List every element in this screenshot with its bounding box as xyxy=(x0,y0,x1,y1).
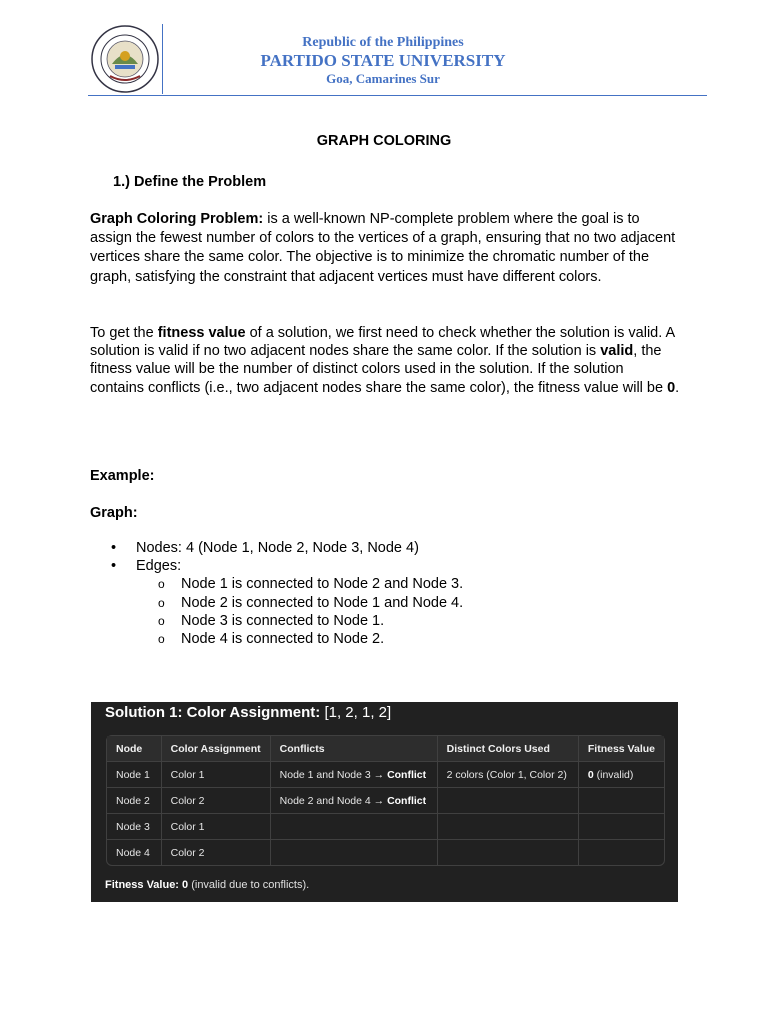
document-title: GRAPH COLORING xyxy=(316,133,452,149)
solution-table xyxy=(106,735,665,866)
table-header-row xyxy=(107,736,664,762)
fitness-term: fitness value xyxy=(157,325,246,341)
fitness-cell xyxy=(579,840,664,865)
solution-title xyxy=(105,704,391,721)
circle-bullet-icon: o xyxy=(158,595,165,610)
fitness-text-3: , the fitness value will be the number of distinct colors used in the solution. If the solution contains conflicts (i.e., two adjacent nodes share the same color), the fitness value will be xyxy=(90,343,668,396)
distinct-cell xyxy=(438,840,579,865)
circle-bullet-icon: o xyxy=(158,632,165,647)
node-cell: Node 2 xyxy=(107,788,162,814)
problem-term: Graph Coloring Problem: xyxy=(90,211,264,227)
graph-list xyxy=(90,539,690,648)
header-location: Goa, Camarines Sur xyxy=(326,71,440,86)
fitness-paragraph xyxy=(90,324,680,397)
fitness-text-1: To get the xyxy=(90,325,158,341)
header-cell: Distinct Colors Used xyxy=(438,736,579,762)
header-cell: Color Assignment xyxy=(162,736,271,762)
sub-list-item xyxy=(90,575,690,593)
solution-screenshot xyxy=(91,702,678,902)
section-heading: 1.) Define the Problem xyxy=(113,174,267,190)
sub-list-item xyxy=(90,630,690,648)
fitness-text-4: . xyxy=(675,379,680,396)
header-university: PARTIDO STATE UNIVERSITY xyxy=(260,51,506,70)
header-divider xyxy=(162,24,163,94)
edge-text: Node 3 is connected to Node 1. xyxy=(181,612,385,629)
fitness-summary-note: (invalid due to conflicts). xyxy=(188,879,310,891)
edge-text: Node 1 is connected to Node 2 and Node 3. xyxy=(181,576,464,593)
color-cell: Color 2 xyxy=(162,788,271,814)
problem-paragraph xyxy=(90,210,680,287)
edge-text: Node 2 is connected to Node 1 and Node 4. xyxy=(181,594,464,611)
color-cell: Color 2 xyxy=(162,840,271,865)
node-cell: Node 4 xyxy=(107,840,162,865)
table-row xyxy=(107,788,664,814)
bullet-icon: • xyxy=(111,540,117,556)
fitness-text-2: of a solution, we first need to check whether the solution is valid. A solution is valid if no two adjacent nodes share the same color. If the solution is xyxy=(90,325,675,360)
sub-list-item xyxy=(90,612,690,630)
example-label: Example: xyxy=(90,468,155,484)
valid-term: valid xyxy=(600,343,634,360)
conflict-cell xyxy=(271,840,438,865)
solution-title-value: [1, 2, 1, 2] xyxy=(320,704,392,721)
header-cell: Fitness Value xyxy=(579,736,664,762)
header-cell: Conflicts xyxy=(271,736,438,762)
node-cell: Node 1 xyxy=(107,762,162,788)
conflict-cell xyxy=(271,814,438,840)
conflict-text: Node 2 and Node 4 → xyxy=(279,794,388,807)
header-text xyxy=(208,34,558,86)
graph-label: Graph: xyxy=(90,505,138,521)
fitness-summary-label: Fitness Value: 0 xyxy=(105,879,189,891)
university-seal-icon xyxy=(90,24,160,94)
list-item xyxy=(90,557,690,575)
solution-title-label: Solution 1: Color Assignment: xyxy=(105,704,321,721)
table-row xyxy=(107,840,664,865)
color-cell: Color 1 xyxy=(162,762,271,788)
document-header xyxy=(88,22,707,96)
table-row xyxy=(107,814,664,840)
fitness-summary xyxy=(105,879,309,891)
conflict-cell xyxy=(271,762,438,788)
edge-text: Node 4 is connected to Node 2. xyxy=(181,631,385,648)
problem-text: is a well-known NP-complete problem where the goal is to assign the fewest number of colors to the vertices of a graph, ensuring that no two adjacent vertices share the same color. The objective is to minimize the chromatic number of the graph, satisfying the constraint that adjacent vertices must have different colors. xyxy=(90,211,676,285)
header-cell: Node xyxy=(107,736,162,762)
fitness-number: 0 xyxy=(587,768,594,781)
fitness-cell xyxy=(579,788,664,814)
color-cell: Color 1 xyxy=(162,814,271,840)
bullet-icon: • xyxy=(111,558,117,575)
fitness-cell xyxy=(579,814,664,840)
distinct-cell xyxy=(438,788,579,814)
fitness-text: (invalid) xyxy=(593,768,634,781)
distinct-cell xyxy=(438,814,579,840)
list-item xyxy=(90,539,690,557)
header-republic: Republic of the Philippines xyxy=(302,35,464,50)
conflict-text: Node 1 and Node 3 → xyxy=(279,768,388,781)
table-row xyxy=(107,762,664,788)
circle-bullet-icon: o xyxy=(158,577,165,592)
circle-bullet-icon: o xyxy=(158,613,165,628)
conflict-flag: Conflict xyxy=(387,768,427,781)
edges-text: Edges: xyxy=(136,558,182,575)
fitness-cell xyxy=(579,762,664,788)
distinct-cell: 2 colors (Color 1, Color 2) xyxy=(438,762,579,788)
node-cell: Node 3 xyxy=(107,814,162,840)
sub-list-item xyxy=(90,594,690,612)
zero-term: 0 xyxy=(667,379,676,396)
conflict-cell xyxy=(271,788,438,814)
conflict-flag: Conflict xyxy=(387,794,427,807)
nodes-text: Nodes: 4 (Node 1, Node 2, Node 3, Node 4) xyxy=(136,540,419,556)
